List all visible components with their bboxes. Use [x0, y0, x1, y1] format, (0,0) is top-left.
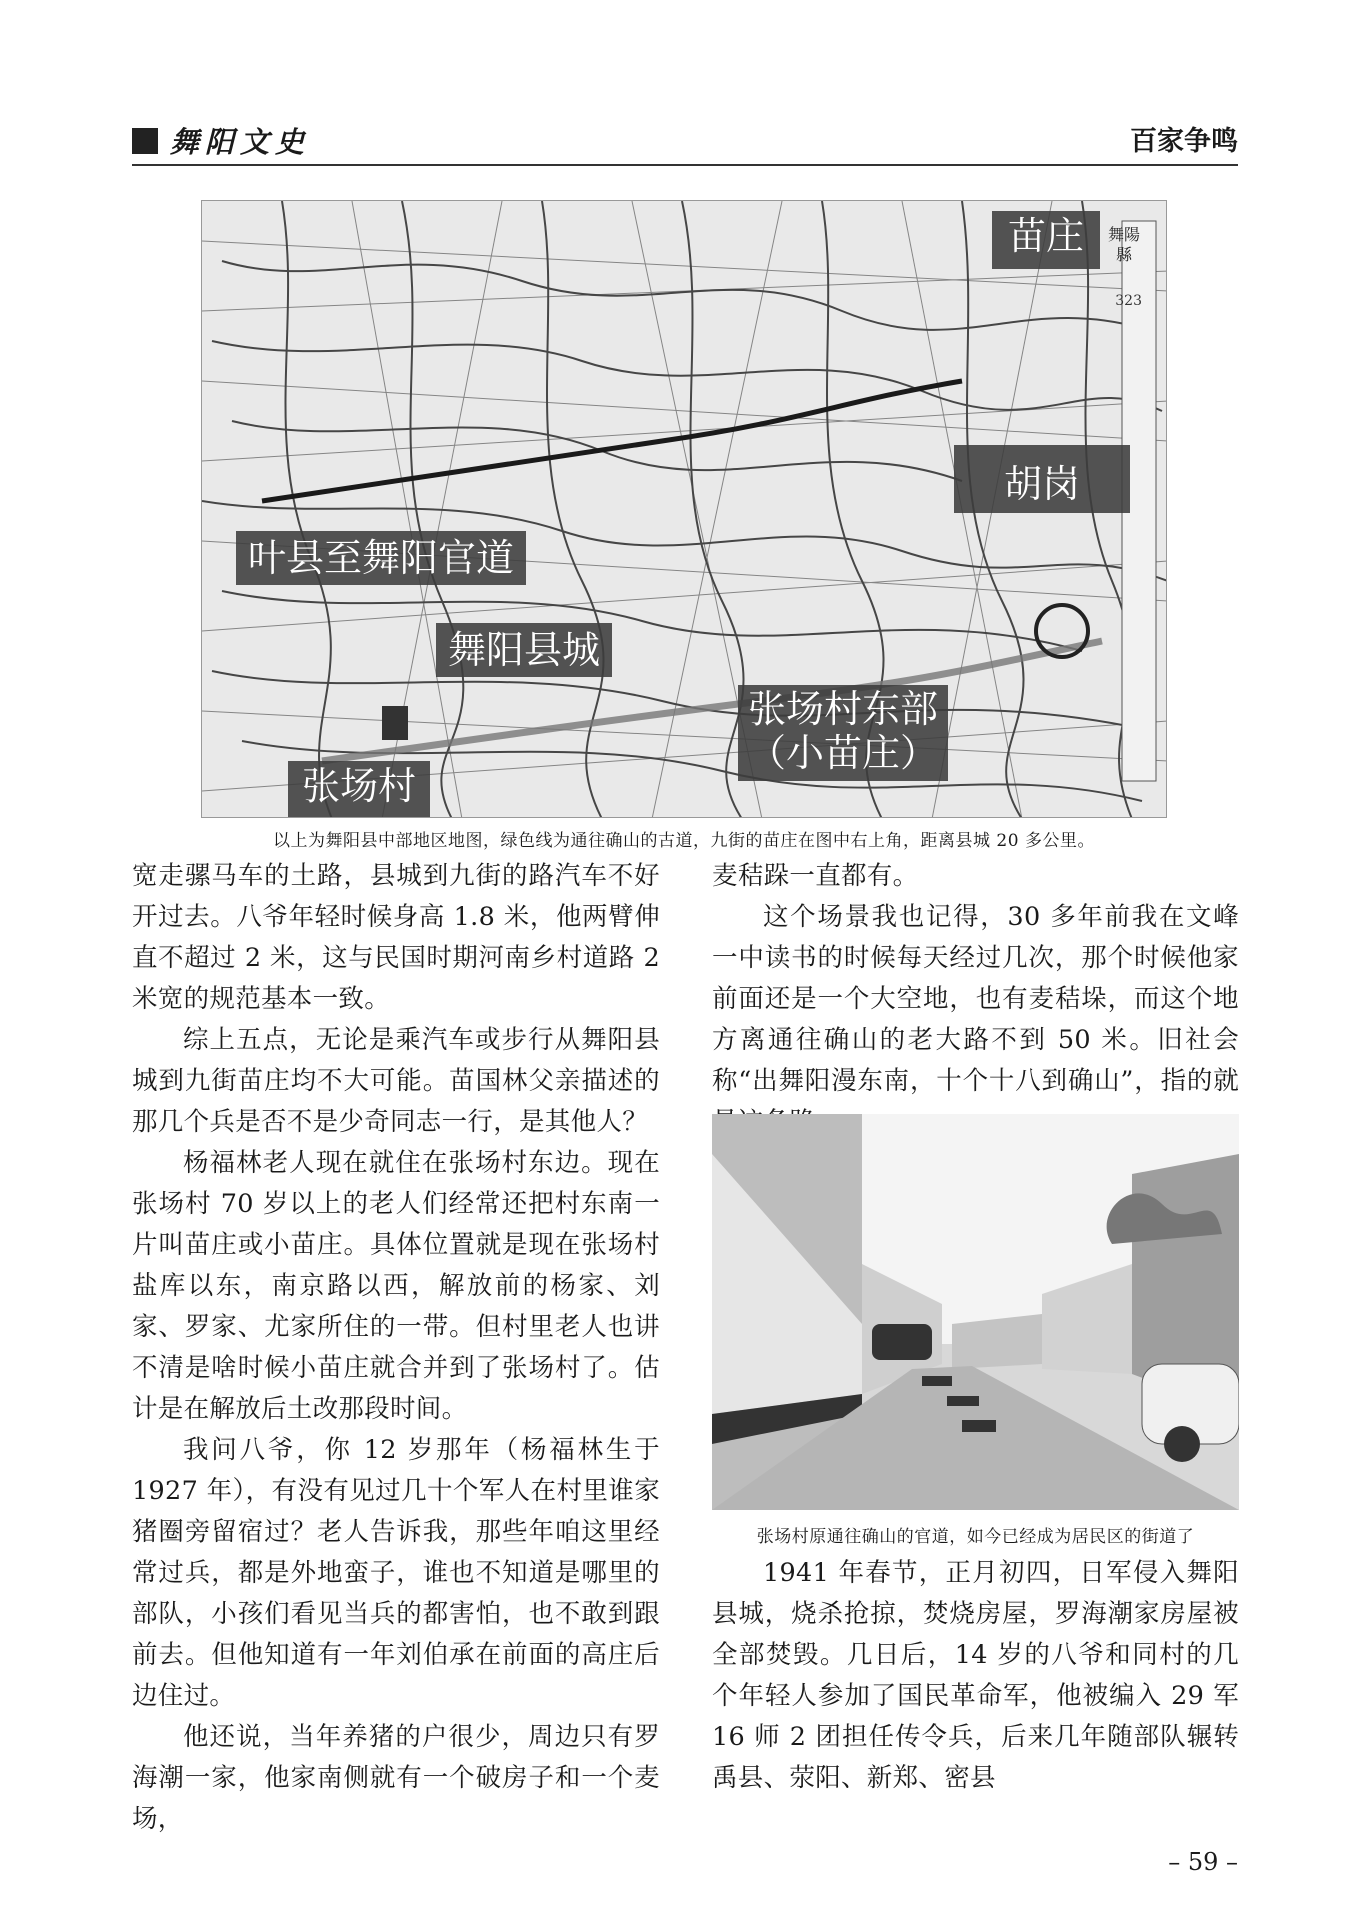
header-rule: [132, 164, 1238, 166]
paragraph: 1941 年春节，正月初四，日军侵入舞阳县城，烧杀抢掠，焚烧房屋，罗海潮家房屋被全部焚毁。几日后，14 岁的八爷和同村的几个年轻人参加了国民革命军，他被编入 29 军 16 师 2 团担任传令兵，后来几年随部队辗转禹县、荥阳、新郑、密县: [712, 1558, 1239, 1793]
right-column-bottom: [712, 1553, 1239, 1799]
photo-caption: 张场村原通往确山的官道，如今已经成为居民区的街道了: [756, 1527, 1195, 1547]
map-side-number: 323: [1115, 293, 1142, 309]
map-label-county-seat: 舞阳县城: [436, 623, 612, 677]
map-side-title: 舞陽縣: [1107, 225, 1140, 264]
paragraph: 我问八爷，你 12 岁那年（杨福林生于 1927 年），有没有见过几十个军人在村里谁家猪圈旁留宿过？老人告诉我，那些年咱这里经常过兵，都是外地蛮子，谁也不知道是哪里的部队，小孩们看见当兵的都害怕，也不敢到跟前去。但他知道有一年刘伯承在前面的高庄后边住过。: [132, 1435, 660, 1711]
page-header: [132, 124, 1238, 160]
paragraph: 他还说，当年养猪的户很少，周边只有罗海潮一家，他家南侧就有一个破房子和一个麦场，: [132, 1722, 660, 1834]
map-caption: 以上为舞阳县中部地区地图，绿色线为通往确山的古道，九街的苗庄在图中右上角，距离县城 20 多公里。: [273, 831, 1095, 851]
header-square-mark: [132, 128, 158, 154]
left-column: [132, 856, 660, 1840]
map-label-hugang: 胡岗: [954, 445, 1130, 513]
map-label-zhangchang: 张场村: [288, 761, 430, 817]
street-photo: [712, 1114, 1239, 1510]
page-number: – 59 –: [1168, 1848, 1238, 1876]
map-label-zhangchang-east-line2: （小苗庄）: [748, 731, 939, 775]
paragraph: 麦秸跺一直都有。: [712, 861, 919, 891]
section-title: 百家争鸣: [1130, 126, 1238, 157]
map-label-miaozhuang: 苗庄: [992, 211, 1100, 269]
paragraph: 杨福林老人现在就住在张场村东边。现在张场村 70 岁以上的老人们经常还把村东南一片叫苗庄或小苗庄。具体位置就是现在张场村盐库以东，南京路以西，解放前的杨家、刘家、罗家、尤家所住的一带。但村里老人也讲不清是啥时候小苗庄就合并到了张场村了。估计是在解放后土改那段时间。: [132, 1148, 660, 1424]
right-column-top: [712, 856, 1239, 1143]
map-label-road: 叶县至舞阳官道: [236, 531, 526, 585]
map-figure: [201, 200, 1167, 818]
map-label-zhangchang-east-line1: 张场村东部: [748, 687, 939, 731]
paragraph: 这个场景我也记得，30 多年前我在文峰一中读书的时候每天经过几次，那个时候他家前面还是一个大空地，也有麦秸垛，而这个地方离通往确山的老大路不到 50 米。旧社会称“出舞阳漫东南，十个十八到确山”，指的就: [712, 902, 1239, 1096]
paragraph: 综上五点，无论是乘汽车或步行从舞阳县城到九街苗庄均不大可能。苗国林父亲描述的那几个兵是否不是少奇同志一行，是其他人？: [132, 1025, 660, 1137]
map-label-zhangchang-east: [738, 685, 948, 781]
street-photo-drawing: [712, 1114, 1239, 1510]
paragraph: 宽走骡马车的土路，县城到九街的路汽车不好开过去。八爷年轻时候身高 1.8 米，他两臂伸直不超过 2 米，这与民国时期河南乡村道路 2 米宽的规范基本一致。: [132, 861, 660, 1014]
journal-title: 舞阳文史: [170, 125, 311, 159]
